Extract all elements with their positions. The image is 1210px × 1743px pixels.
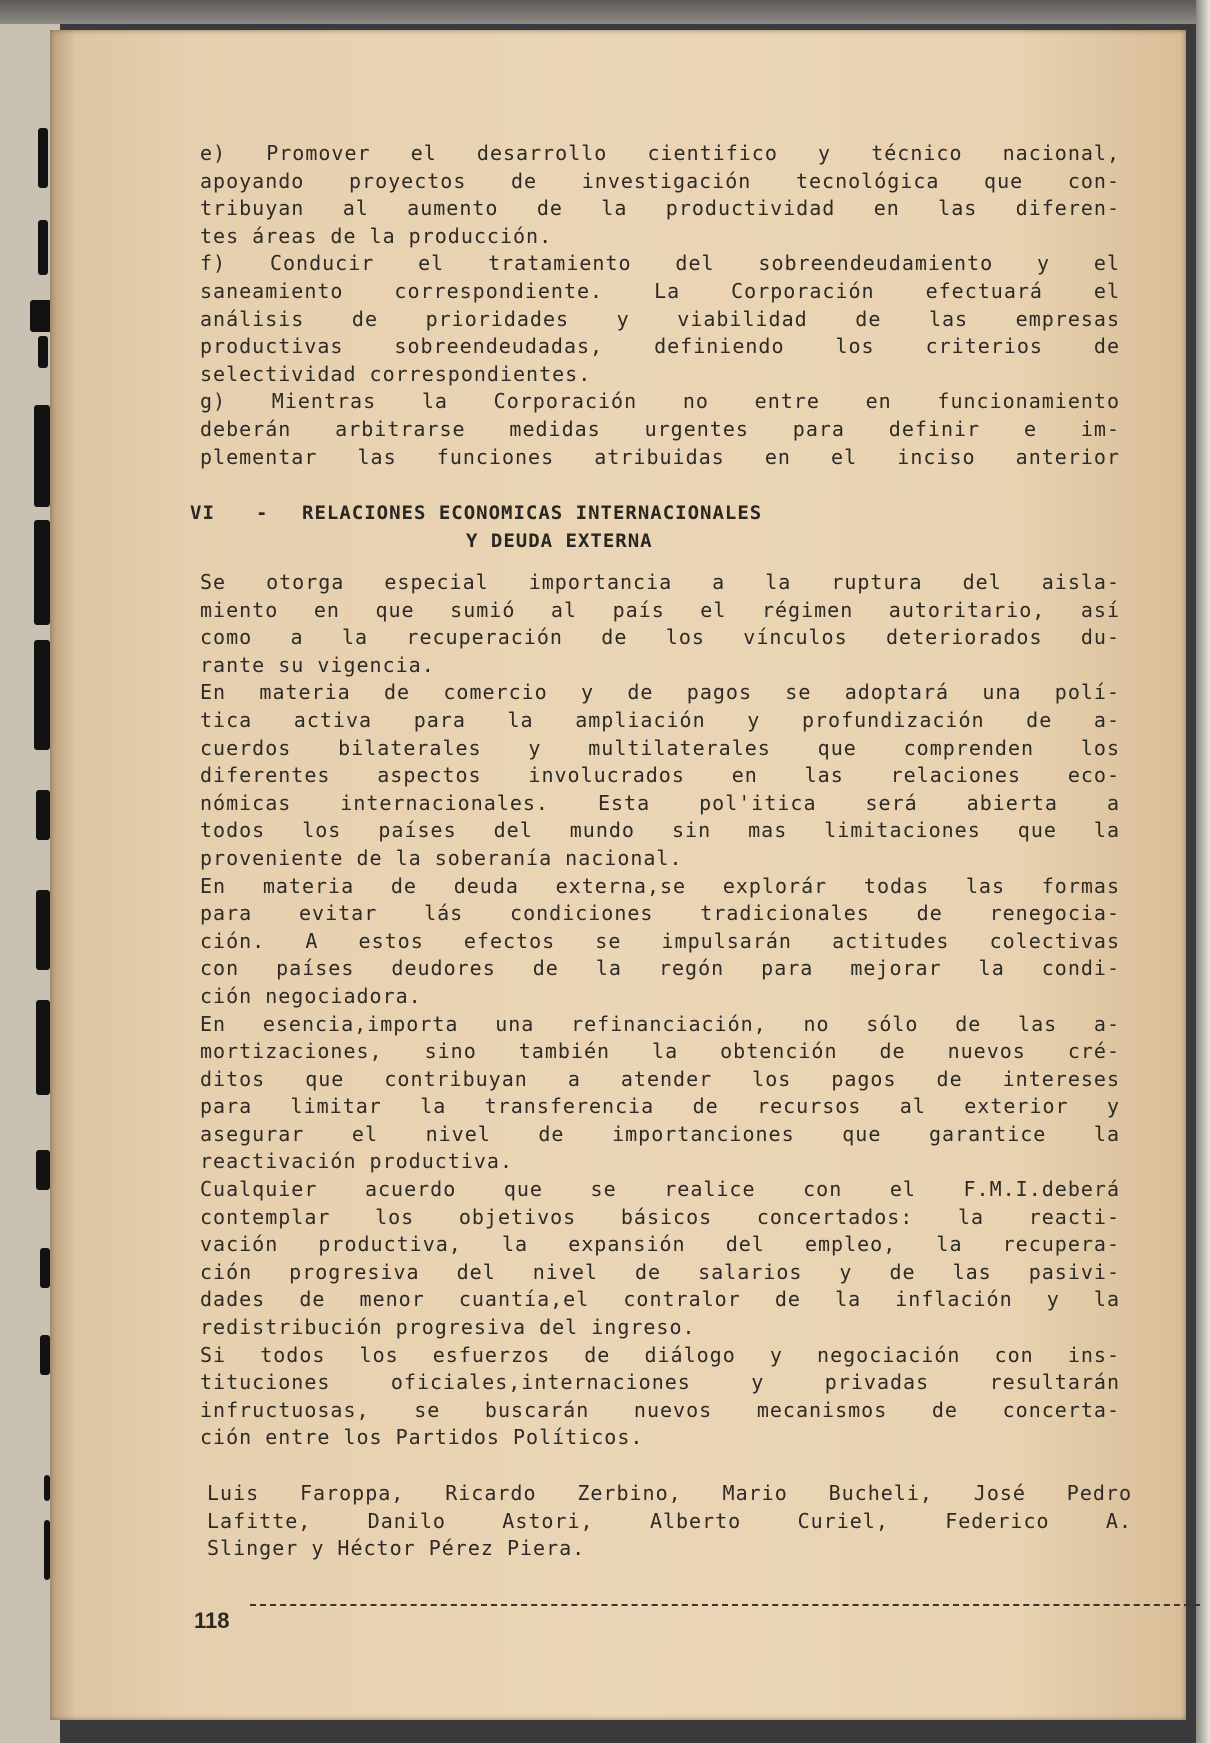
text-line: tituciones oficiales,internaciones y privadas resultarán <box>200 1370 1120 1395</box>
edge-mark <box>34 640 50 750</box>
text-line: tribuyan al aumento de la productividad en las diferen- <box>200 196 1120 221</box>
text-line: infructuosas, se buscarán nuevos mecanismos de concerta- <box>200 1397 1120 1422</box>
section-separator: - <box>256 502 269 524</box>
edge-mark <box>34 520 50 625</box>
text-line: productivas sobreendeudadas, definiendo los criterios de <box>200 334 1120 359</box>
edge-mark <box>38 336 48 368</box>
section-number: VI <box>190 502 215 524</box>
text-line: vación productiva, la expansión del empleo, la recupera- <box>200 1232 1120 1257</box>
text-line: mortizaciones, sino también la obtención de nuevos cré- <box>200 1039 1120 1064</box>
text-line: con países deudores de la regón para mejorar la condi- <box>200 956 1120 981</box>
edge-mark <box>36 1150 50 1190</box>
text-line: todos los países del mundo sin mas limitaciones que la <box>200 818 1120 843</box>
page-number: 118 <box>194 1608 230 1633</box>
edge-mark <box>36 890 50 970</box>
text-line: f) Conducir el tratamiento del sobreendeudamiento y el <box>200 251 1120 276</box>
text-line: proveniente de la soberanía nacional. <box>200 845 683 870</box>
edge-mark <box>40 1248 50 1288</box>
text-line: e) Promover el desarrollo cientifico y técnico nacional, <box>200 141 1120 165</box>
text-line: Se otorga especial importancia a la ruptura del aisla- <box>200 570 1120 594</box>
section-body <box>200 569 1120 1452</box>
text-line: En materia de comercio y de pagos se adoptará una polí- <box>200 680 1120 705</box>
top-edge <box>0 0 1210 24</box>
text-line: cuerdos bilaterales y multilaterales que comprenden los <box>200 735 1120 760</box>
text-line: tes áreas de la producción. <box>200 223 553 248</box>
text-line: Si todos los esfuerzos de diálogo y negociación con ins- <box>200 1342 1120 1367</box>
edge-mark <box>38 220 48 275</box>
text-line: contemplar los objetivos básicos concertados: la reacti- <box>200 1204 1120 1229</box>
text-line: g) Mientras la Corporación no entre en funcionamiento <box>200 389 1120 414</box>
text-line: dades de menor cuantía,el contralor de la inflación y la <box>200 1287 1120 1312</box>
text-line: ditos que contribuyan a atender los pagos de intereses <box>200 1066 1120 1091</box>
text-line: selectividad correspondientes. <box>200 361 592 386</box>
text-line: rante su vigencia. <box>200 652 435 677</box>
text-line: ción negociadora. <box>200 983 422 1008</box>
signature-line: Lafitte, Danilo Astori, Alberto Curiel, Federico A. <box>207 1508 1132 1533</box>
text-line: análisis de prioridades y viabilidad de las empresas <box>200 306 1120 331</box>
top-paragraphs <box>200 140 1120 471</box>
text-line: redistribución progresiva del ingreso. <box>200 1315 696 1340</box>
text-line: como a la recuperación de los vínculos deteriorados du- <box>200 625 1120 650</box>
signature-line: Slinger y Héctor Pérez Piera. <box>207 1536 586 1561</box>
text-line: asegurar el nivel de importanciones que garantice la <box>200 1121 1120 1146</box>
text-line: nómicas internacionales. Esta pol'itica será abierta a <box>200 790 1120 815</box>
text-line: diferentes aspectos involucrados en las relaciones eco- <box>200 763 1120 788</box>
text-line: plementar las funciones atribuidas en el inciso anterior <box>200 444 1120 469</box>
edge-mark <box>30 300 52 332</box>
signatories <box>207 1480 1132 1563</box>
text-line: En esencia,importa una refinanciación, no sólo de las a- <box>200 1011 1120 1036</box>
text-line: para evitar lás condiciones tradicionales de renegocia- <box>200 901 1120 926</box>
text-line: apoyando proyectos de investigación tecnológica que con- <box>200 168 1120 193</box>
text-line: para limitar la transferencia de recursos al exterior y <box>200 1094 1120 1119</box>
text-line: miento en que sumió al país el régimen autoritario, así <box>200 597 1120 622</box>
text-line: ción progresiva del nivel de salarios y de las pasivi- <box>200 1259 1120 1284</box>
section-title-line2: Y DEUDA EXTERNA <box>466 530 653 552</box>
text-line: deberán arbitrarse medidas urgentes para definir e im- <box>200 416 1120 441</box>
edge-mark <box>38 128 48 188</box>
text-line: En materia de deuda externa,se explorár todas las formas <box>200 873 1120 898</box>
edge-mark <box>36 1000 50 1095</box>
footer-dashed-rule <box>250 1604 1200 1606</box>
text-line: ción entre los Partidos Políticos. <box>200 1425 644 1450</box>
text-line: Cualquier acuerdo que se realice con el F.M.I.deberá <box>200 1177 1120 1202</box>
signature-line: Luis Faroppa, Ricardo Zerbino, Mario Bucheli, José Pedro <box>207 1481 1132 1505</box>
text-line: reactivación productiva. <box>200 1149 513 1174</box>
edge-mark <box>36 790 50 840</box>
text-line: ción. A estos efectos se impulsarán actitudes colectivas <box>200 928 1120 953</box>
text-line: saneamiento correspondiente. La Corporación efectuará el <box>200 278 1120 303</box>
text-line: tica activa para la ampliación y profundización de a- <box>200 707 1120 732</box>
page-gutter-shadow <box>50 30 76 1720</box>
section-title-line1: RELACIONES ECONOMICAS INTERNACIONALES <box>302 502 763 524</box>
edge-mark <box>34 405 50 507</box>
right-edge <box>1196 0 1210 1743</box>
edge-mark <box>40 1335 50 1375</box>
